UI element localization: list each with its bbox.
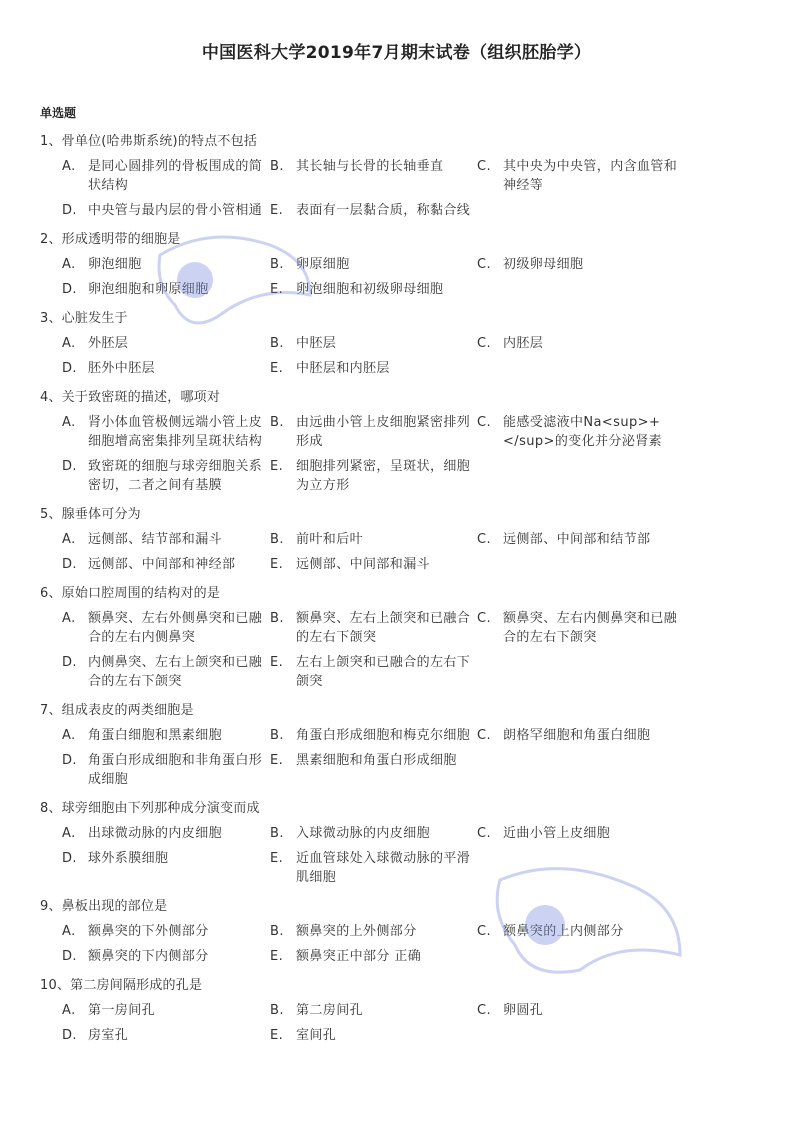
option-letter: A.: [62, 336, 76, 351]
option-letter: A.: [62, 415, 76, 430]
option-letter: D.: [62, 557, 77, 572]
option-b: [270, 530, 477, 549]
option-text: 细胞排列紧密，呈斑状，细胞为立方形: [296, 459, 471, 493]
option-e: [270, 457, 477, 495]
option-text: 远侧部、结节部和漏斗: [88, 532, 223, 547]
option-grid: [62, 824, 760, 887]
option-text: 第一房间孔: [88, 1003, 156, 1018]
question-text: 2、形成透明带的细胞是: [40, 232, 181, 247]
option-text: 额鼻突、左右外侧鼻突和已融合的左右内侧鼻突: [88, 611, 263, 645]
section-heading: 单选题: [40, 106, 77, 120]
option-d: [62, 653, 270, 691]
question: [40, 388, 760, 495]
option-letter: D.: [62, 459, 77, 474]
option-text: 黑素细胞和角蛋白形成细胞: [296, 753, 457, 768]
option-text: 角蛋白形成细胞和非角蛋白形成细胞: [88, 753, 263, 787]
option-text: 中胚层和内胚层: [296, 361, 390, 376]
option-letter: A.: [62, 611, 76, 626]
option-text: 额鼻突的下内侧部分: [88, 949, 209, 964]
question-text: 1、骨单位(哈弗斯系统)的特点不包括: [40, 134, 258, 149]
option-text: 卵泡细胞: [88, 257, 142, 272]
option-e: [270, 280, 477, 299]
option-text: 能感受滤液中Na<sup>+</sup>的变化并分泌肾素: [503, 415, 663, 449]
option-text: 额鼻突的上外侧部分: [296, 924, 417, 939]
question-text: 5、腺垂体可分为: [40, 507, 141, 522]
option-c: [477, 157, 707, 195]
option-b: [270, 922, 477, 941]
option-letter: A.: [62, 159, 76, 174]
option-text: 由远曲小管上皮细胞紧密排列形成: [296, 415, 471, 449]
option-text: 额鼻突、左右内侧鼻突和已融合的左右下颌突: [503, 611, 678, 645]
option-letter: B.: [270, 532, 284, 547]
option-text: 额鼻突正中部分 正确: [296, 949, 422, 964]
option-a: [62, 255, 270, 274]
question: [40, 505, 760, 574]
option-text: 额鼻突的下外侧部分: [88, 924, 209, 939]
option-text: 卵泡细胞和初级卵母细胞: [296, 282, 444, 297]
option-text: 初级卵母细胞: [503, 257, 584, 272]
option-letter: A.: [62, 728, 76, 743]
option-letter: D.: [62, 851, 77, 866]
option-a: [62, 609, 270, 647]
option-letter: C.: [477, 257, 492, 272]
option-text: 远侧部、中间部和结节部: [503, 532, 651, 547]
option-text: 肾小体血管极侧远端小管上皮细胞增高密集排列呈斑状结构: [88, 415, 263, 449]
option-c: [477, 609, 707, 647]
option-c: [477, 824, 707, 843]
option-text: 左右上颌突和已融合的左右下颌突: [296, 655, 471, 689]
option-b: [270, 1001, 477, 1020]
option-letter: E.: [270, 1028, 284, 1043]
option-text: 远侧部、中间部和漏斗: [296, 557, 431, 572]
option-grid: [62, 334, 760, 378]
option-b: [270, 157, 477, 195]
option-letter: C.: [477, 1003, 492, 1018]
option-text: 出球微动脉的内皮细胞: [88, 826, 223, 841]
option-e: [270, 1026, 477, 1045]
option-e: [270, 751, 477, 789]
option-letter: C.: [477, 336, 492, 351]
option-letter: B.: [270, 336, 284, 351]
option-b: [270, 824, 477, 843]
option-e: [270, 947, 477, 966]
option-grid: [62, 922, 760, 966]
option-letter: B.: [270, 257, 284, 272]
question-text: 9、鼻板出现的部位是: [40, 899, 168, 914]
option-text: 中胚层: [296, 336, 337, 351]
option-letter: C.: [477, 611, 492, 626]
question-text: 8、球旁细胞由下列那种成分演变而成: [40, 801, 260, 816]
option-e: [270, 555, 477, 574]
option-c: [477, 1001, 707, 1020]
option-letter: E.: [270, 655, 284, 670]
option-d: [62, 201, 270, 220]
option-b: [270, 255, 477, 274]
option-a: [62, 824, 270, 843]
option-letter: E.: [270, 361, 284, 376]
option-text: 中央管与最内层的骨小管相通: [88, 203, 263, 218]
option-grid: [62, 609, 760, 691]
option-letter: B.: [270, 1003, 284, 1018]
option-text: 卵圆孔: [503, 1003, 544, 1018]
option-text: 内胚层: [503, 336, 544, 351]
option-text: 卵原细胞: [296, 257, 350, 272]
option-a: [62, 334, 270, 353]
option-letter: C.: [477, 159, 492, 174]
option-text: 胚外中胚层: [88, 361, 156, 376]
option-c: [477, 413, 707, 451]
option-letter: E.: [270, 851, 284, 866]
question: [40, 132, 760, 220]
option-text: 入球微动脉的内皮细胞: [296, 826, 431, 841]
option-b: [270, 609, 477, 647]
option-text: 其长轴与长骨的长轴垂直: [296, 159, 444, 174]
option-c: [477, 530, 707, 549]
option-text: 额鼻突、左右上颌突和已融合的左右下颌突: [296, 611, 471, 645]
option-text: 卵泡细胞和卵原细胞: [88, 282, 209, 297]
option-d: [62, 751, 270, 789]
question: [40, 897, 760, 966]
option-e: [270, 359, 477, 378]
option-grid: [62, 530, 760, 574]
question: [40, 701, 760, 789]
option-grid: [62, 726, 760, 789]
option-text: 外胚层: [88, 336, 129, 351]
option-text: 球外系膜细胞: [88, 851, 169, 866]
option-d: [62, 555, 270, 574]
option-text: 第二房间孔: [296, 1003, 364, 1018]
question: [40, 309, 760, 378]
option-text: 角蛋白形成细胞和梅克尔细胞: [296, 728, 471, 743]
option-d: [62, 457, 270, 495]
option-text: 角蛋白细胞和黑素细胞: [88, 728, 223, 743]
option-e: [270, 849, 477, 887]
option-letter: A.: [62, 532, 76, 547]
option-letter: B.: [270, 159, 284, 174]
option-letter: C.: [477, 728, 492, 743]
question-text: 4、关于致密斑的描述，哪项对: [40, 390, 221, 405]
option-c: [477, 334, 707, 353]
option-text: 致密斑的细胞与球旁细胞关系密切，二者之间有基膜: [88, 459, 263, 493]
option-letter: D.: [62, 1028, 77, 1043]
question-text: 6、原始口腔周围的结构对的是: [40, 586, 221, 601]
option-text: 是同心圆排列的骨板围成的简状结构: [88, 159, 263, 193]
option-letter: C.: [477, 924, 492, 939]
option-letter: B.: [270, 826, 284, 841]
option-text: 房室孔: [88, 1028, 129, 1043]
option-letter: E.: [270, 282, 284, 297]
option-text: 内侧鼻突、左右上颌突和已融合的左右下颌突: [88, 655, 263, 689]
option-d: [62, 280, 270, 299]
option-a: [62, 157, 270, 195]
option-text: 前叶和后叶: [296, 532, 364, 547]
option-text: 室间孔: [296, 1028, 337, 1043]
option-grid: [62, 413, 760, 495]
option-letter: A.: [62, 924, 76, 939]
option-letter: D.: [62, 655, 77, 670]
option-letter: E.: [270, 949, 284, 964]
option-d: [62, 849, 270, 887]
question: [40, 230, 760, 299]
option-text: 朗格罕细胞和角蛋白细胞: [503, 728, 651, 743]
option-a: [62, 413, 270, 451]
page-title: 中国医科大学2019年7月期末试卷（组织胚胎学）: [201, 43, 592, 63]
option-letter: E.: [270, 753, 284, 768]
option-letter: D.: [62, 282, 77, 297]
option-b: [270, 334, 477, 353]
option-text: 额鼻突的上内侧部分: [503, 924, 624, 939]
option-letter: C.: [477, 826, 492, 841]
option-text: 表面有一层黏合质，称黏合线: [296, 203, 471, 218]
option-e: [270, 653, 477, 691]
option-letter: E.: [270, 203, 284, 218]
question-list: [40, 132, 760, 1055]
option-c: [477, 726, 707, 745]
option-text: 远侧部、中间部和神经部: [88, 557, 236, 572]
question-text: 3、心脏发生于: [40, 311, 128, 326]
option-d: [62, 947, 270, 966]
option-a: [62, 530, 270, 549]
question: [40, 976, 760, 1045]
option-letter: E.: [270, 557, 284, 572]
option-c: [477, 255, 707, 274]
option-a: [62, 922, 270, 941]
option-a: [62, 1001, 270, 1020]
option-letter: C.: [477, 532, 492, 547]
option-letter: C.: [477, 415, 492, 430]
option-letter: A.: [62, 1003, 76, 1018]
option-letter: B.: [270, 728, 284, 743]
option-text: 近血管球处入球微动脉的平滑肌细胞: [296, 851, 471, 885]
question-text: 7、组成表皮的两类细胞是: [40, 703, 194, 718]
option-letter: D.: [62, 203, 77, 218]
option-b: [270, 413, 477, 451]
option-letter: A.: [62, 826, 76, 841]
option-letter: B.: [270, 924, 284, 939]
option-grid: [62, 1001, 760, 1045]
option-a: [62, 726, 270, 745]
question: [40, 584, 760, 691]
option-c: [477, 922, 707, 941]
option-grid: [62, 255, 760, 299]
option-letter: E.: [270, 459, 284, 474]
option-letter: D.: [62, 753, 77, 768]
question-text: 10、第二房间隔形成的孔是: [40, 978, 203, 993]
question: [40, 799, 760, 887]
option-d: [62, 1026, 270, 1045]
option-e: [270, 201, 477, 220]
option-letter: D.: [62, 949, 77, 964]
option-letter: D.: [62, 361, 77, 376]
option-text: 近曲小管上皮细胞: [503, 826, 611, 841]
option-grid: [62, 157, 760, 220]
option-b: [270, 726, 477, 745]
option-letter: B.: [270, 415, 284, 430]
option-letter: A.: [62, 257, 76, 272]
option-letter: B.: [270, 611, 284, 626]
option-text: 其中央为中央管，内含血管和神经等: [503, 159, 678, 193]
option-d: [62, 359, 270, 378]
